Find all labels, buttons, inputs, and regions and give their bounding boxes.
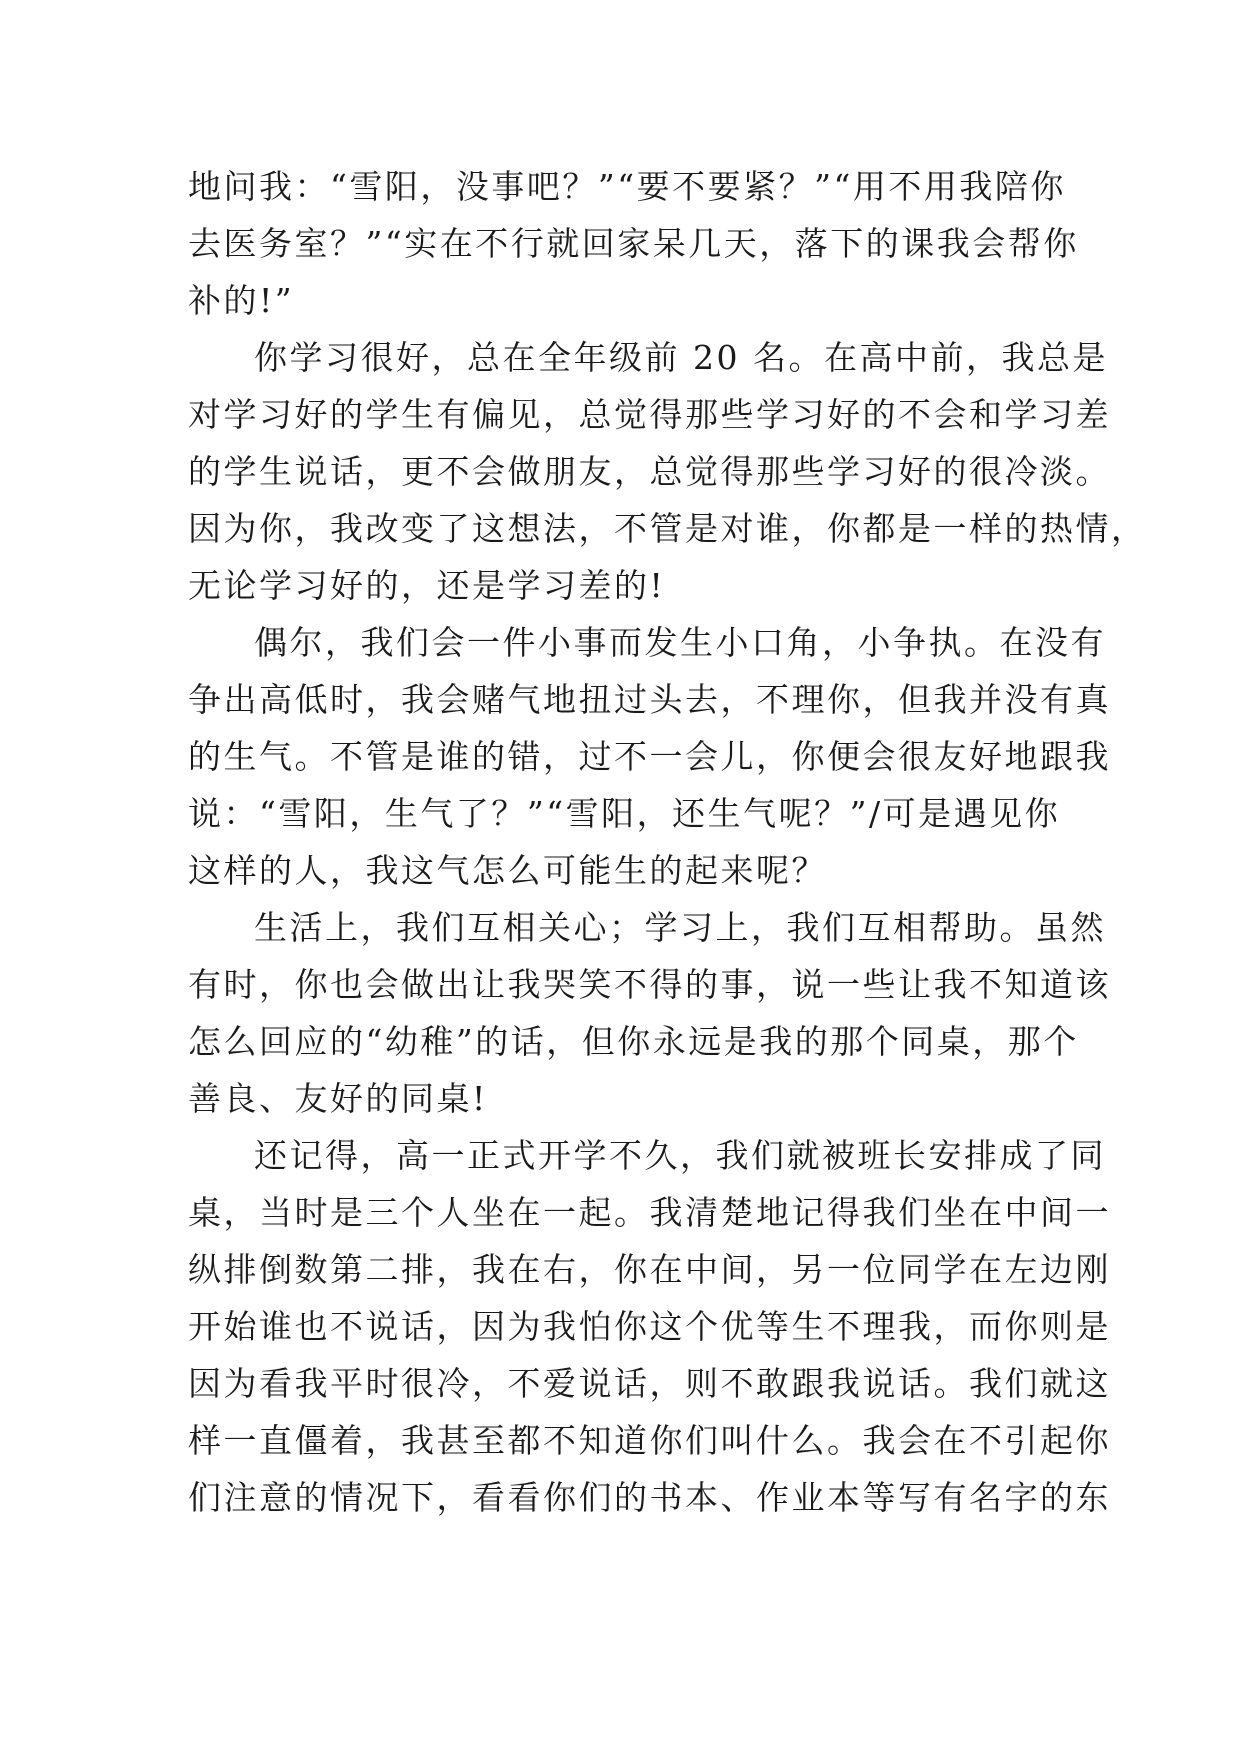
text-line: 去医务室？”“实在不行就回家呆几天，落下的课我会帮你	[188, 224, 1079, 263]
text-line: 开始谁也不说话，因为我怕你这个优等生不理我，而你则是	[188, 1307, 1111, 1346]
text-line: 说：“雪阳，生气了？”“雪阳，还生气呢？”/可是遇见你	[188, 794, 1061, 833]
text-line: 这样的人，我这气怎么可能生的起来呢？	[188, 851, 827, 890]
text-line: 补的!”	[188, 281, 295, 320]
paragraph-start-line: 你学习很好，总在全年级前 20 名。在高中前，我总是	[254, 338, 1108, 377]
text-line: 对学习好的学生有偏见，总觉得那些学习好的不会和学习差	[188, 395, 1111, 434]
text-line: 怎么回应的“幼稚”的话，但你永远是我的那个同桌，那个	[188, 1022, 1079, 1061]
text-line: 纵排倒数第二排，我在右，你在中间，另一位同学在左边刚	[188, 1250, 1111, 1289]
paragraph-start-line: 还记得，高一正式开学不久，我们就被班长安排成了同	[254, 1136, 1106, 1175]
text-line: 的学生说话，更不会做朋友，总觉得那些学习好的很冷淡。	[188, 452, 1111, 491]
text-line: 无论学习好的，还是学习差的!	[188, 566, 666, 605]
text-line: 的生气。不管是谁的错，过不一会儿，你便会很友好地跟我	[188, 737, 1111, 776]
text-line: 因为看我平时很冷，不爱说话，则不敢跟我说话。我们就这	[188, 1364, 1111, 1403]
text-line: 地问我：“雪阳，没事吧？”“要不要紧？”“用不用我陪你	[188, 167, 1066, 206]
paragraph-start-line: 生活上，我们互相关心；学习上，我们互相帮助。虽然	[254, 908, 1106, 947]
text-line: 样一直僵着，我甚至都不知道你们叫什么。我会在不引起你	[188, 1421, 1111, 1460]
text-line: 争出高低时，我会赌气地扭过头去，不理你，但我并没有真	[188, 680, 1111, 719]
essay-body	[188, 158, 1147, 1526]
text-line: 桌，当时是三个人坐在一起。我清楚地记得我们坐在中间一	[188, 1193, 1111, 1232]
text-line: 们注意的情况下，看看你们的书本、作业本等写有名字的东	[188, 1478, 1111, 1517]
text-line: 因为你，我改变了这想法，不管是对谁，你都是一样的热情，	[188, 509, 1147, 548]
text-line: 有时，你也会做出让我哭笑不得的事，说一些让我不知道该	[188, 965, 1111, 1004]
paragraph-start-line: 偶尔，我们会一件小事而发生小口角，小争执。在没有	[254, 623, 1106, 662]
text-line: 善良、友好的同桌!	[188, 1079, 488, 1118]
